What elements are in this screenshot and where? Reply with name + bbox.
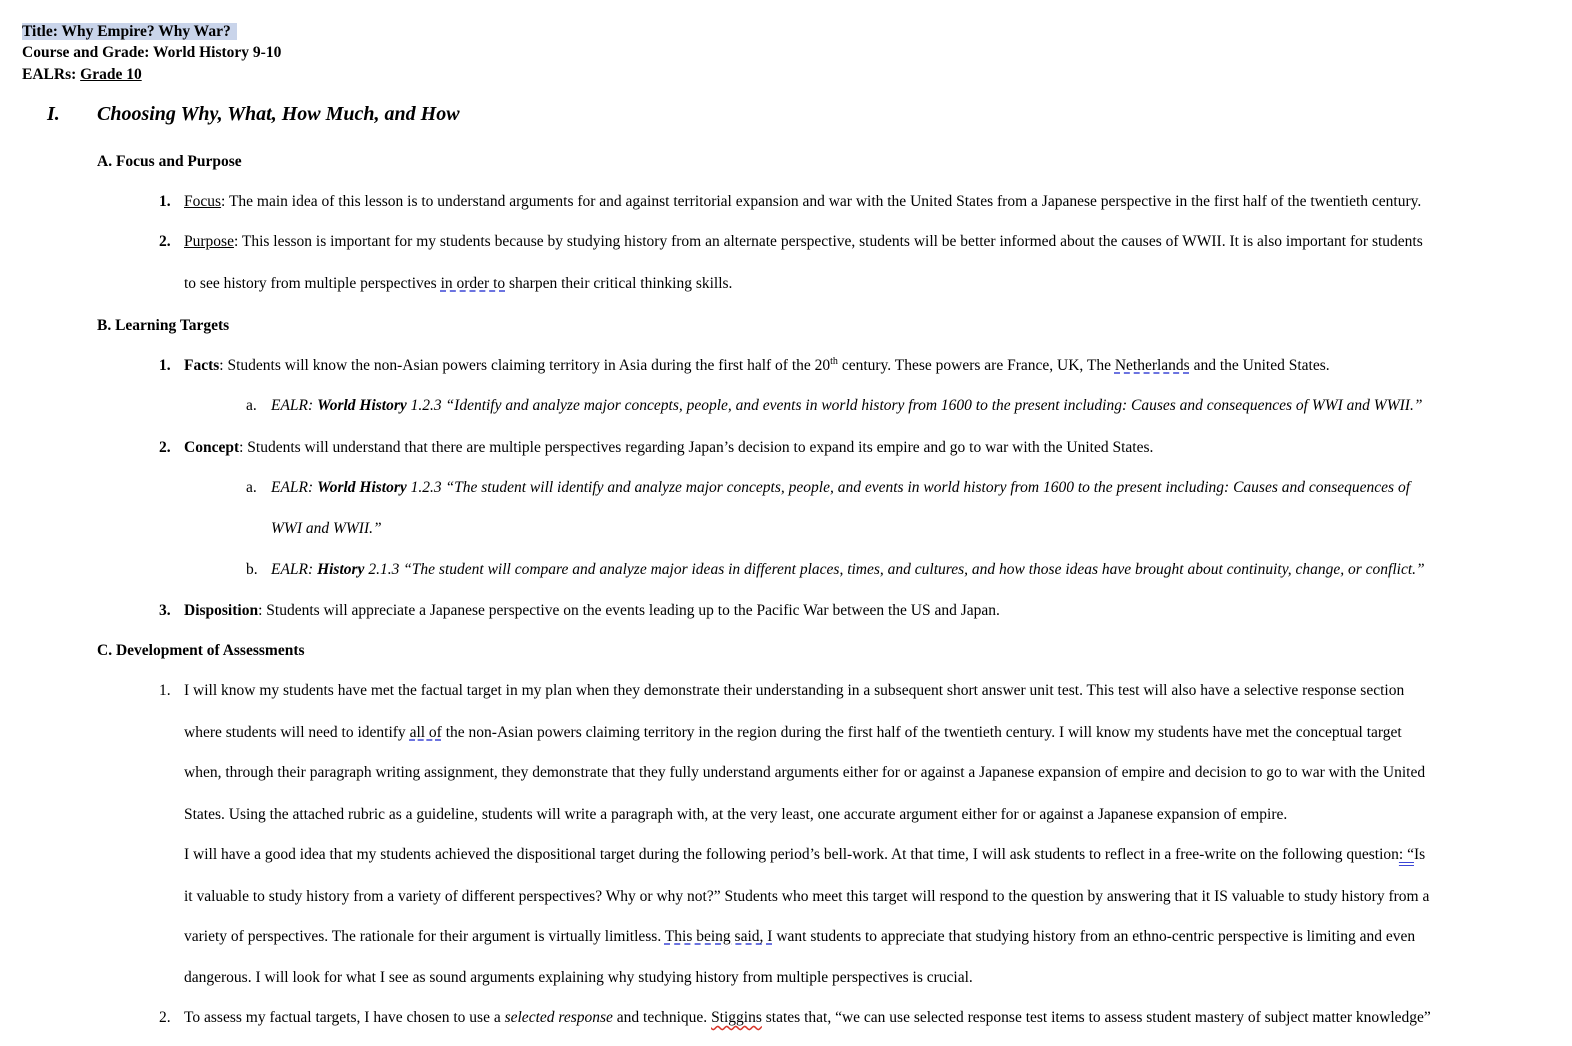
facts-ealr-prefix: EALR: — [271, 397, 318, 414]
assessment-1-line-2 — [184, 723, 1402, 743]
purpose-text: : This lesson is important for my students because by studying history from an alternate perspective, students will be better informed about the causes of WWII. It is also important for students — [233, 233, 1423, 250]
grammar-flag-colon-quote[interactable]: : “ — [1398, 846, 1414, 863]
concept-ealr-a-letter: a. — [246, 479, 257, 496]
purpose-paragraph — [184, 232, 1423, 252]
facts-superscript: th — [830, 355, 838, 367]
facts-ealr — [271, 396, 1422, 416]
concept-text: : Students will understand that there are multiple perspectives regarding Japan’s decision to expand its empire and go to war with the United States. — [239, 439, 1154, 456]
assessment-1-line-3: when, through their paragraph writing assignment, they demonstrate that they fully understand arguments either for or against a Japanese expansion of empire and decision to go to war with the United — [184, 764, 1426, 781]
assessment-1-line-5-b: Is — [1413, 846, 1426, 863]
facts-ealr-letter: a. — [246, 397, 257, 414]
assessment-2-text-a: To assess my factual targets, I have chosen to use a — [184, 1009, 505, 1026]
disposition-label: Disposition — [184, 602, 259, 619]
assessment-1-line-7-b: want students to appreciate that studying history from an ethno-centric perspective is limiting and even — [772, 928, 1416, 945]
purpose-continuation — [184, 274, 732, 294]
facts-text-c: and the United States. — [1189, 357, 1330, 374]
disposition-text: : Students will appreciate a Japanese perspective on the events leading up to the Pacific War between the US and Japan. — [258, 602, 1000, 619]
assessment-1-line-5 — [184, 845, 1425, 865]
focus-text: : The main idea of this lesson is to understand arguments for and against territorial expansion and war with the United States from a Japanese perspective in the first half of the twentieth century. — [221, 193, 1422, 210]
assessment-1-line-2-a: where students will need to identify — [184, 724, 410, 741]
assessment-1-line-1: I will know my students have met the factual target in my plan when they demonstrate their understanding in a subsequent short answer unit test. This test will also have a selective response section — [184, 682, 1405, 699]
facts-ealr-text: 1.2.3 “Identify and analyze major concepts, people, and events in world history from 1600 to the present including: Causes and consequences of WWI and WWII.” — [406, 397, 1423, 414]
subsection-assessments-heading: C. Development of Assessments — [97, 642, 305, 659]
concept-ealr-a — [271, 478, 1410, 498]
assessment-1-line-5-a: I will have a good idea that my students achieved the dispositional target during the following period’s bell-work. At that time, I will ask students to reflect in a free-write on the following question — [184, 846, 1399, 863]
section-numeral: I. — [47, 103, 60, 125]
concept-ealr-b-text: 2.1.3 “The student will compare and analyze major ideas in different places, times, and cultures, and how those ideas have brought about continuity, change, or conflict.” — [364, 561, 1425, 578]
concept-paragraph — [184, 438, 1153, 458]
spelling-flag-stiggins[interactable]: Stiggins — [711, 1009, 762, 1026]
concept-ealr-a-subject: World History — [317, 479, 407, 496]
grammar-flag-in-order-to[interactable]: in order to — [440, 275, 506, 292]
grammar-flag-all-of[interactable]: all of — [409, 724, 442, 741]
concept-ealr-b-letter: b. — [246, 561, 258, 578]
assessment-1-number: 1. — [159, 682, 171, 699]
facts-text-a: : Students will know the non-Asian powers claiming territory in Asia during the first half of the 20 — [219, 357, 831, 374]
disposition-paragraph — [184, 601, 1000, 621]
assessment-2-text-b: and technique. — [612, 1009, 712, 1026]
grammar-flag-netherlands[interactable]: Netherlands — [1114, 357, 1190, 374]
grammar-flag-this-being-said[interactable]: This being said, I — [664, 928, 773, 945]
purpose-number: 2. — [159, 233, 171, 250]
concept-label: Concept — [184, 439, 240, 456]
assessment-1-line-7-a: variety of perspectives. The rationale for their argument is virtually limitless. — [184, 928, 665, 945]
concept-ealr-a-continuation: WWI and WWII.” — [271, 520, 382, 537]
purpose-cont-b: sharpen their critical thinking skills. — [505, 275, 733, 292]
subsection-learning-targets-heading: B. Learning Targets — [97, 317, 230, 334]
facts-paragraph — [184, 356, 1330, 376]
facts-label: Facts — [184, 357, 220, 374]
concept-ealr-b — [271, 560, 1425, 580]
assessment-1-line-8: dangerous. I will look for what I see as sound arguments explaining why studying history from multiple perspectives is crucial. — [184, 969, 973, 986]
subsection-focus-purpose-heading: A. Focus and Purpose — [97, 153, 242, 170]
focus-paragraph — [184, 192, 1421, 212]
assessment-2-number: 2. — [159, 1009, 171, 1026]
assessment-2-line-1 — [184, 1008, 1431, 1028]
facts-ealr-subject: World History — [317, 397, 407, 414]
facts-text-b: century. These powers are France, UK, The — [837, 357, 1115, 374]
assessment-2-text-c: states that, “we can use selected response test items to assess student mastery of subject matter knowledge” — [761, 1009, 1431, 1026]
facts-number: 1. — [159, 357, 171, 374]
section-heading: Choosing Why, What, How Much, and How — [97, 103, 460, 125]
ealrs-label: EALRs: — [22, 66, 81, 83]
disposition-number: 3. — [159, 602, 171, 619]
assessment-1-line-4: States. Using the attached rubric as a guideline, students will write a paragraph with, at the very least, one accurate argument either for or against a Japanese expansion of empire. — [184, 806, 1288, 823]
concept-ealr-a-text: 1.2.3 “The student will identify and analyze major concepts, people, and events in world history from 1600 to the present including: Causes and consequences of — [406, 479, 1410, 496]
assessment-1-line-2-b: the non-Asian powers claiming territory in the region during the first half of the twentieth century. I will know my students have met the conceptual target — [441, 724, 1402, 741]
ealrs-line — [22, 65, 142, 85]
purpose-label: Purpose — [184, 233, 234, 250]
focus-label: Focus — [184, 193, 222, 210]
focus-number: 1. — [159, 193, 171, 210]
course-grade: Course and Grade: World History 9-10 — [22, 44, 282, 61]
concept-number: 2. — [159, 439, 171, 456]
purpose-cont-a: to see history from multiple perspectives — [184, 275, 441, 292]
concept-ealr-b-subject: History — [317, 561, 365, 578]
concept-ealr-b-prefix: EALR: — [271, 561, 318, 578]
assessment-2-italic: selected response — [504, 1009, 613, 1026]
assessment-1-line-6: it valuable to study history from a variety of different perspectives? Why or why not?” Students who meet this target will respond to the question by answering that it IS valuable to study history from a — [184, 888, 1430, 905]
concept-ealr-a-prefix: EALR: — [271, 479, 318, 496]
title-highlight: Title: Why Empire? Why War? — [22, 23, 237, 40]
document-title[interactable] — [22, 22, 237, 42]
assessment-1-line-7 — [184, 927, 1415, 947]
ealrs-value: Grade 10 — [80, 66, 142, 83]
